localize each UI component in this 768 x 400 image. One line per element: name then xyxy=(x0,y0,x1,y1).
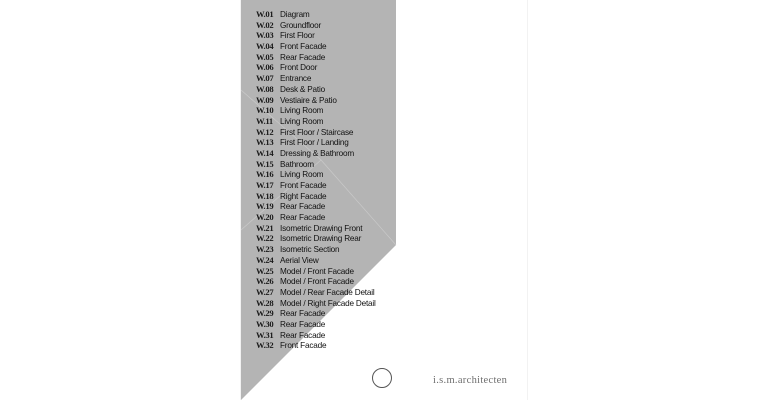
index-title: Front Facade xyxy=(280,181,327,190)
index-item xyxy=(256,95,376,106)
index-title: Isometric Drawing Rear xyxy=(280,234,362,244)
index-title: Rear Facade xyxy=(280,319,326,329)
index-code: W.32 xyxy=(256,340,274,351)
index-title: Entrance xyxy=(280,74,312,84)
index-code: W.13 xyxy=(256,137,274,148)
index-title: Diagram xyxy=(280,10,310,19)
index-title: Isometric Drawing Front xyxy=(280,223,363,233)
index-title: Rear Facade xyxy=(280,52,326,62)
index-item xyxy=(256,30,376,41)
index-item xyxy=(256,255,376,266)
index-item xyxy=(256,52,376,63)
index-title: Rear Facade xyxy=(280,309,326,319)
index-code: W.15 xyxy=(256,158,274,169)
index-code: W.10 xyxy=(256,105,274,116)
brand-name: i.s.m.architecten xyxy=(433,375,508,386)
index-code: W.19 xyxy=(256,201,274,212)
index-title: Groundfloor xyxy=(280,20,322,30)
circle-icon xyxy=(372,368,392,388)
index-item xyxy=(256,340,376,351)
index-code: W.28 xyxy=(256,297,274,308)
index-code: W.16 xyxy=(256,169,274,180)
index-item xyxy=(256,9,376,20)
index-item xyxy=(256,223,376,234)
index-title: First Floor / Staircase xyxy=(280,127,354,137)
index-title: Front Facade xyxy=(280,42,327,52)
index-item xyxy=(256,298,376,309)
index-title: Right Facade xyxy=(280,191,327,201)
index-title: Living Room xyxy=(280,170,324,180)
index-item xyxy=(256,137,376,148)
index-code: W.24 xyxy=(256,254,274,265)
index-item xyxy=(256,244,376,255)
index-item xyxy=(256,201,376,212)
index-item xyxy=(256,330,376,341)
index-title: Model / Rear Facade Detail xyxy=(280,287,375,297)
index-code: W.03 xyxy=(256,30,274,41)
index-title: Living Room xyxy=(280,116,324,126)
index-title: Desk & Patio xyxy=(280,84,325,94)
index-title: Model / Right Facade Detail xyxy=(280,298,376,308)
index-code: W.25 xyxy=(256,265,274,276)
index-code: W.26 xyxy=(256,276,274,287)
index-item xyxy=(256,41,376,52)
index-item xyxy=(256,73,376,84)
index-item xyxy=(256,266,376,277)
index-item xyxy=(256,191,376,202)
index-title: Rear Facade xyxy=(280,330,326,340)
index-item xyxy=(256,159,376,170)
index-code: W.20 xyxy=(256,212,274,223)
index-code: W.07 xyxy=(256,73,274,84)
index-title: First Floor / Landing xyxy=(280,138,349,148)
index-item xyxy=(256,212,376,223)
index-item xyxy=(256,62,376,73)
index-code: W.12 xyxy=(256,126,274,137)
index-title: Rear Facade xyxy=(280,213,326,223)
index-title: Dressing & Bathroom xyxy=(280,148,355,158)
index-item xyxy=(256,287,376,298)
index-code: W.30 xyxy=(256,318,274,329)
index-title: Model / Front Facade xyxy=(280,277,354,287)
index-code: W.17 xyxy=(256,180,274,190)
index-item xyxy=(256,148,376,159)
index-title: Rear Facade xyxy=(280,202,326,212)
index-code: W.01 xyxy=(256,9,274,19)
index-code: W.31 xyxy=(256,329,274,340)
index-item xyxy=(256,180,376,191)
index-item xyxy=(256,105,376,116)
index-title: Front Door xyxy=(280,63,318,73)
index-code: W.18 xyxy=(256,190,274,201)
index-code: W.27 xyxy=(256,286,274,297)
document-page xyxy=(241,0,527,400)
index-code: W.23 xyxy=(256,244,274,255)
index-code: W.22 xyxy=(256,233,274,244)
drawing-index-list xyxy=(256,9,376,351)
index-item xyxy=(256,20,376,31)
index-item xyxy=(256,308,376,319)
index-code: W.06 xyxy=(256,62,274,73)
index-title: Bathroom xyxy=(280,159,314,169)
index-title: First Floor xyxy=(280,31,315,41)
index-code: W.04 xyxy=(256,41,274,52)
index-title: Living Room xyxy=(280,106,324,116)
index-item xyxy=(256,233,376,244)
index-title: Model / Front Facade xyxy=(280,266,354,276)
index-code: W.05 xyxy=(256,51,274,62)
index-item xyxy=(256,127,376,138)
index-item xyxy=(256,84,376,95)
index-item xyxy=(256,319,376,330)
index-item xyxy=(256,276,376,287)
index-code: W.02 xyxy=(256,19,274,30)
index-title: Vestiaire & Patio xyxy=(280,95,337,105)
index-item xyxy=(256,169,376,180)
index-title: Aerial View xyxy=(280,255,319,265)
index-code: W.09 xyxy=(256,94,274,105)
index-title: Isometric Section xyxy=(280,245,340,255)
index-code: W.08 xyxy=(256,83,274,94)
index-code: W.11 xyxy=(256,115,273,126)
index-title: Front Facade xyxy=(280,341,327,351)
index-item xyxy=(256,116,376,127)
index-code: W.14 xyxy=(256,147,274,158)
index-code: W.21 xyxy=(256,222,274,233)
index-code: W.29 xyxy=(256,308,274,319)
